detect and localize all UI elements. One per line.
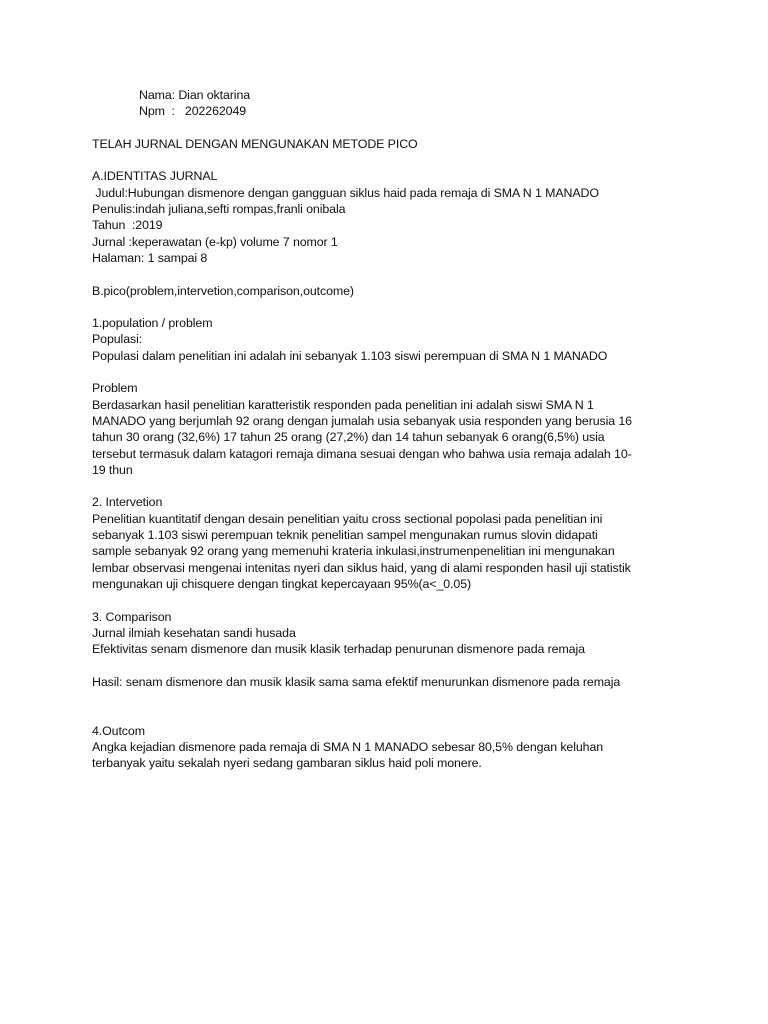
comparison-hasil: Hasil: senam dismenore dan musik klasik sama sama efektif menurunkan dismenore pada remaja	[92, 674, 621, 689]
comparison-title: Efektivitas senam dismenore dan musik klasik terhadap penurunan dismenore pada remaja	[92, 642, 585, 657]
outcome-text-line: Angka kejadian dismenore pada remaja di SMA N 1 MANADO sebesar 80,5% dengan keluhan	[92, 739, 604, 754]
journal-penulis: Penulis:indah juliana,sefti rompas,franli onibala	[92, 202, 346, 217]
problem-text-line: tersebut termasuk dalam katagori remaja dimana sesuai dengan who bahwa usia remaja adalah 10-	[92, 446, 632, 461]
journal-name: Jurnal :keperawatan (e-kp) volume 7 nomor 1	[92, 234, 338, 249]
problem-text-line: Berdasarkan hasil penelitian karatteristik responden pada penelitian ini adalah siswi SMA N 1	[92, 397, 594, 412]
intervention-text-line: sebanyak 1.103 siswi perempuan teknik penelitian sampel mengunakan rumus slovin didapati	[92, 528, 598, 543]
problem-subheading: Problem	[92, 381, 138, 396]
intervention-heading: 2. Intervetion	[92, 495, 163, 510]
document-title: TELAH JURNAL DENGAN MENGUNAKAN METODE PICO	[92, 136, 418, 151]
problem-text-line: MANADO yang berjumlah 92 orang dengan jumalah usia sebanyak usia responden yang berusia 16	[92, 413, 632, 428]
document-page	[92, 87, 672, 771]
population-heading: 1.population / problem	[92, 316, 213, 331]
journal-tahun: Tahun :2019	[92, 218, 163, 233]
populasi-text: Populasi dalam penelitian ini adalah ini sebanyak 1.103 siswi perempuan di SMA N 1 MANADO	[92, 348, 608, 363]
problem-text-line: tahun 30 orang (32,6%) 17 tahun 25 orang (27,2%) dan 14 tahun sebanyak 6 orang(6,5%) usia	[92, 430, 605, 445]
intervention-text-line: sample sebanyak 92 orang yang memenuhi krateria inkulasi,instrumenpenelitian ini mengunakan	[92, 544, 615, 559]
intervention-text-line: mengunakan uji chisquere dengan tingkat kepercayaan 95%(a<_0.05)	[92, 576, 472, 591]
journal-halaman: Halaman: 1 sampai 8	[92, 250, 208, 265]
student-npm: Npm : 202262049	[139, 104, 247, 119]
student-name: Nama: Dian oktarina	[139, 88, 251, 102]
comparison-journal: Jurnal ilmiah kesehatan sandi husada	[92, 625, 296, 640]
journal-judul: Judul:Hubungan dismenore dengan gangguan siklus haid pada remaja di SMA N 1 MANADO	[92, 185, 599, 200]
section-b-heading: B.pico(problem,intervetion,comparison,outcome)	[92, 283, 354, 298]
comparison-heading: 3. Comparison	[92, 609, 172, 624]
outcome-heading: 4.Outcom	[92, 723, 145, 738]
problem-text-line: 19 thun	[92, 462, 133, 477]
populasi-subheading: Populasi:	[92, 332, 143, 347]
outcome-text-line: terbanyak yaitu sekalah nyeri sedang gambaran siklus haid poli monere.	[92, 756, 482, 771]
intervention-text-line: Penelitian kuantitatif dengan desain penelitian yaitu cross sectional popolasi pada penelitian ini	[92, 511, 603, 526]
section-a-heading: A.IDENTITAS JURNAL	[92, 169, 218, 184]
intervention-text-line: lembar observasi mengenai intenitas nyeri dan siklus haid, yang di alami responden hasil uji statistik	[92, 560, 631, 575]
